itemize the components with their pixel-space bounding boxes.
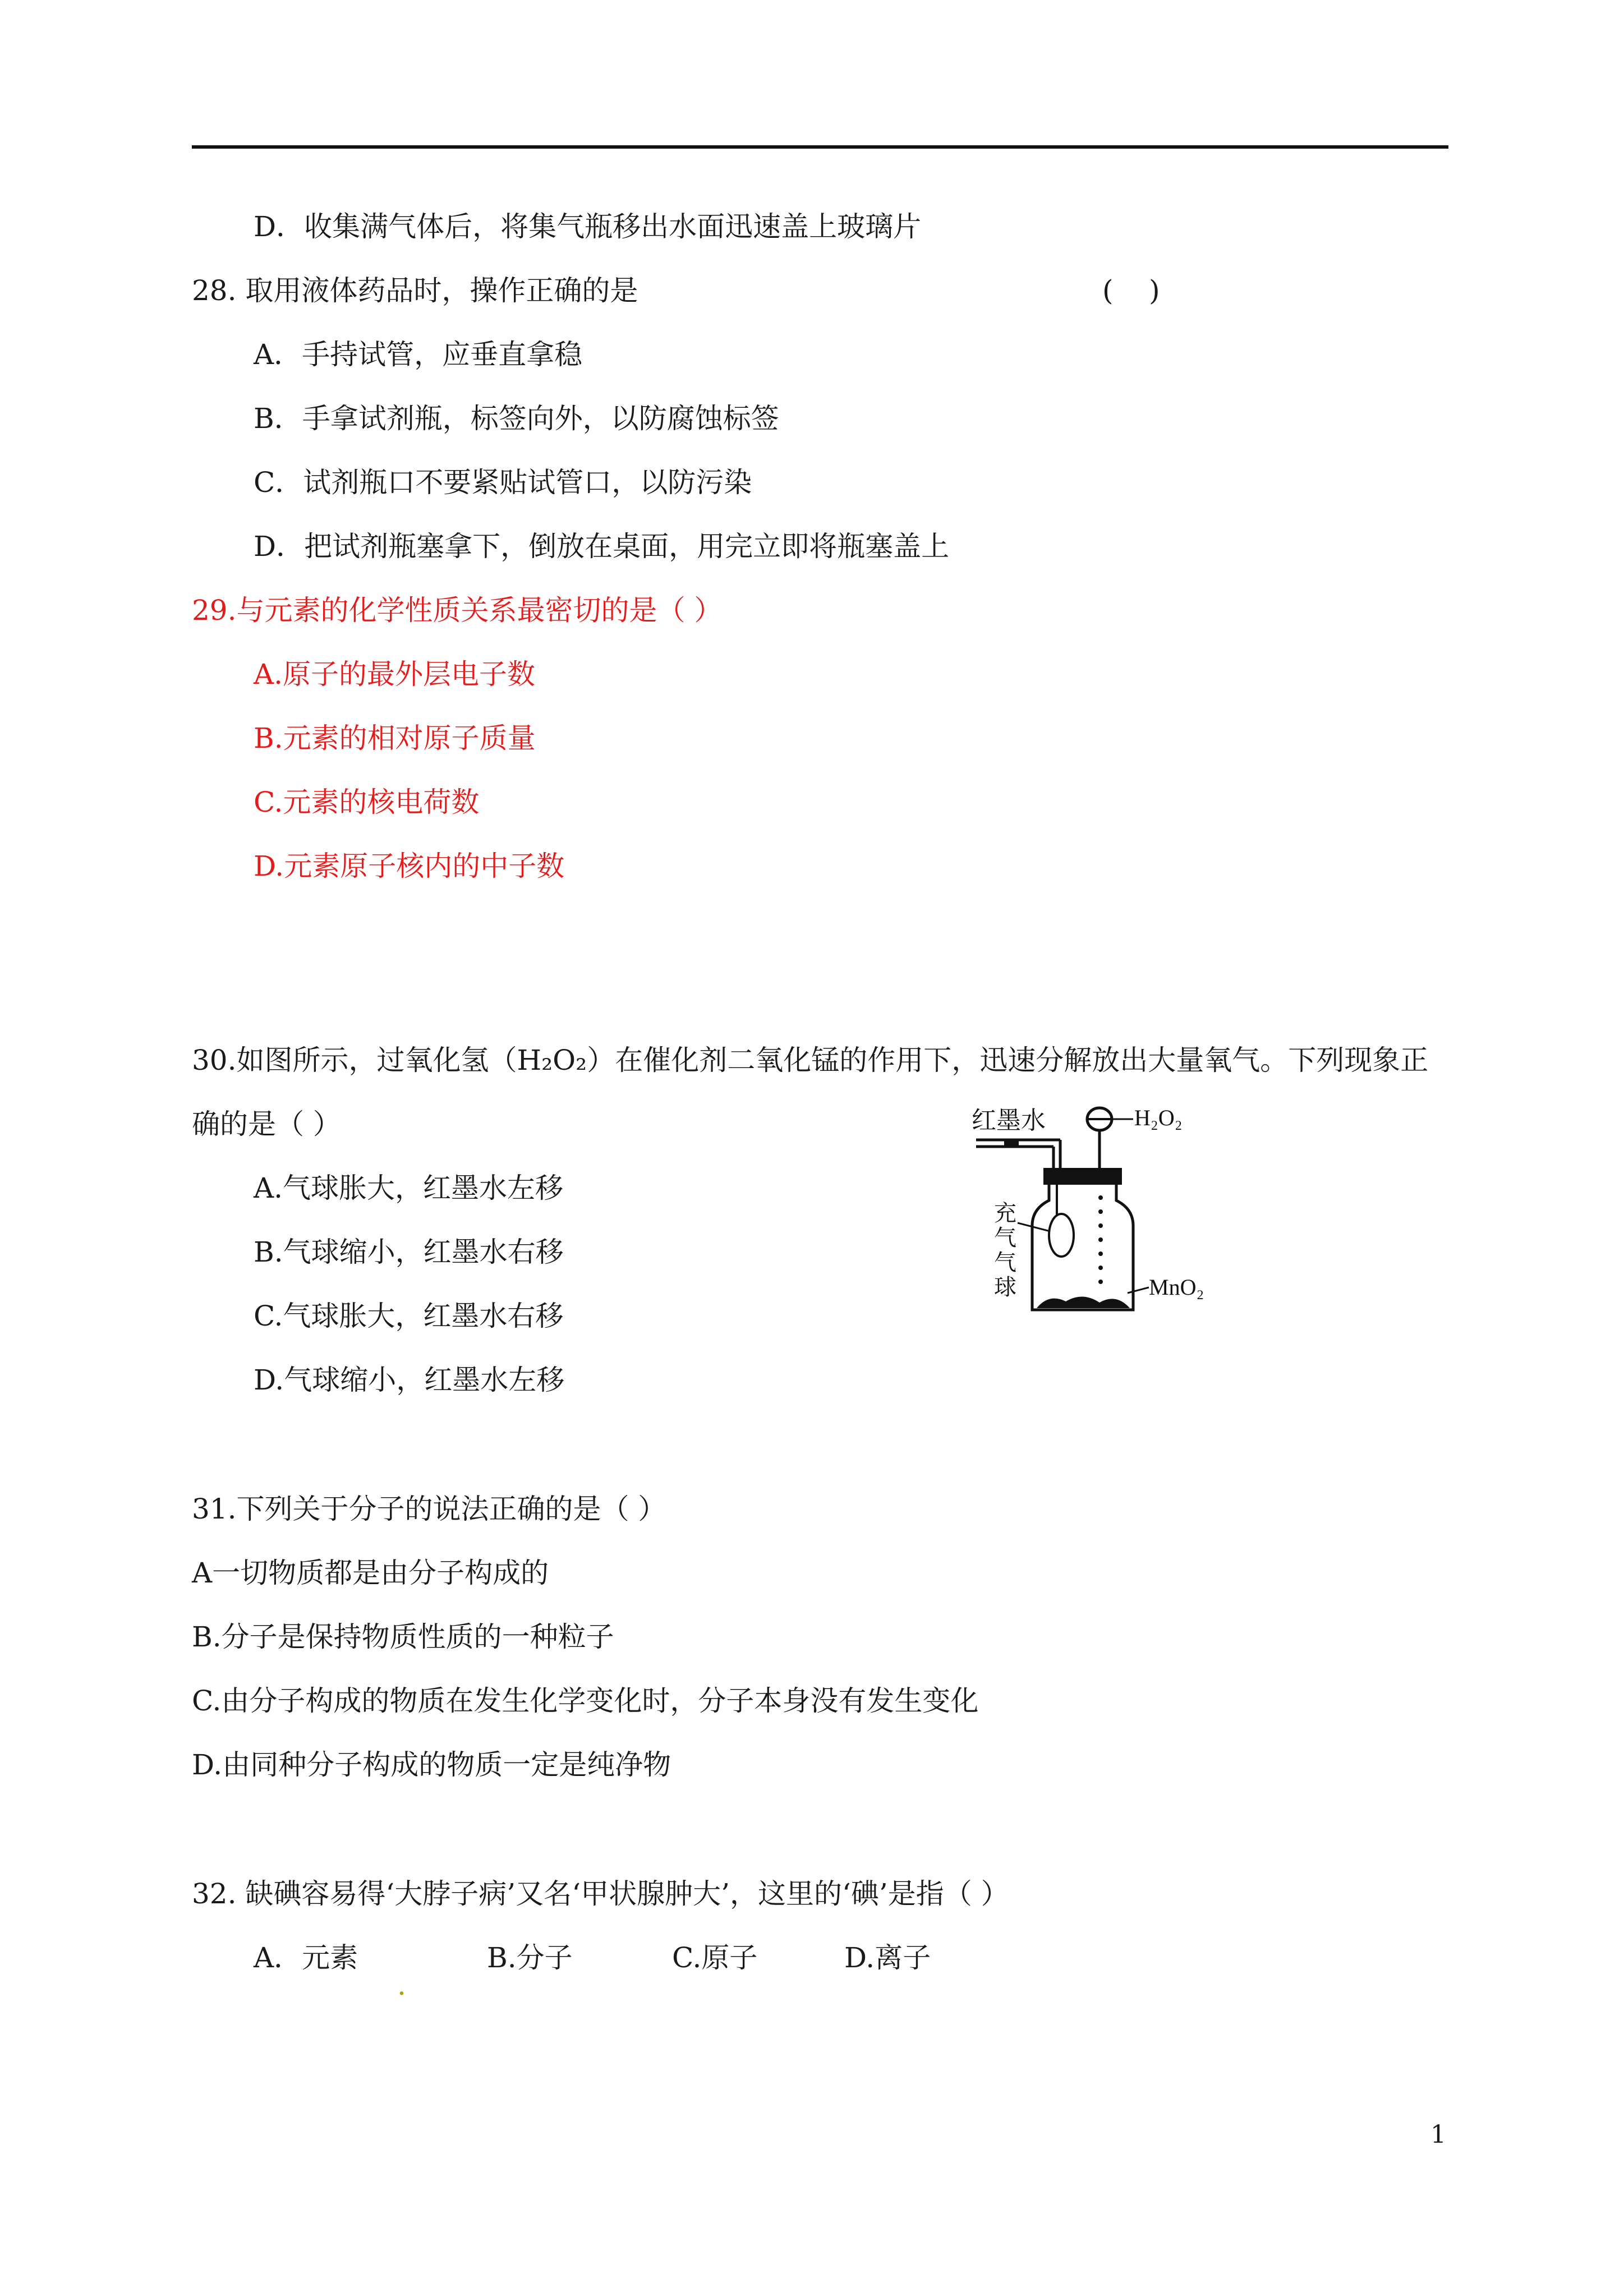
flask <box>1032 1185 1133 1310</box>
q31-stem: 31.下列关于分子的说法正确的是（ ） <box>192 1493 666 1525</box>
q29-option-c: C.元素的核电荷数 <box>254 786 480 818</box>
label-h2o2: H₂O₂ <box>1134 1105 1183 1130</box>
label-balloon-2: 气 <box>994 1225 1016 1250</box>
q30-option-d: D.气球缩小，红墨水左移 <box>254 1364 565 1396</box>
apparatus-figure <box>970 1088 1206 1324</box>
q31-option-b: B.分子是保持物质性质的一种粒子 <box>192 1621 614 1653</box>
q30-option-b: B.气球缩小，红墨水右移 <box>254 1236 564 1268</box>
label-mno2: MnO₂ <box>1149 1274 1204 1300</box>
label-red-ink: 红墨水 <box>972 1107 1046 1134</box>
q30-option-a: A.气球胀大，红墨水左移 <box>254 1172 564 1204</box>
mno2-powder <box>1037 1296 1130 1308</box>
header-rule <box>192 145 1448 149</box>
label-balloon-3: 气 <box>994 1250 1016 1275</box>
q30-option-c: C.气球胀大，红墨水右移 <box>254 1300 564 1332</box>
red-ink-drop <box>1004 1140 1019 1146</box>
q29-option-b: B.元素的相对原子质量 <box>254 722 536 754</box>
q28-stem: 28. 取用液体药品时，操作正确的是 <box>192 274 638 307</box>
q32-option-a: A．元素 <box>254 1941 358 1974</box>
q31-option-a: A一切物质都是由分子构成的 <box>192 1557 549 1589</box>
q32-option-b: B.分子 <box>487 1941 573 1974</box>
q29-stem: 29.与元素的化学性质关系最密切的是（ ） <box>192 594 723 627</box>
q28-option-a: A．手持试管，应垂直拿稳 <box>254 338 583 371</box>
stray-dot: . <box>397 1969 406 2001</box>
q27-option-d: D．收集满气体后，将集气瓶移出水面迅速盖上玻璃片 <box>254 210 922 243</box>
q32-option-c: C.原子 <box>672 1941 758 1974</box>
q32-option-d: D.离子 <box>844 1941 931 1974</box>
label-balloon-4: 球 <box>994 1274 1016 1300</box>
q30-stem-line1: 30.如图所示，过氧化氢（H₂O₂）在催化剂二氧化锰的作用下，迅速分解放出大量氧气。下列现象正 <box>192 1044 1429 1076</box>
q31-option-d: D.由同种分子构成的物质一定是纯净物 <box>192 1749 671 1781</box>
q28-option-b: B．手拿试剂瓶，标签向外，以防腐蚀标签 <box>254 402 779 435</box>
stopper <box>1043 1168 1122 1185</box>
label-balloon-1: 充 <box>994 1200 1016 1226</box>
page-number: 1 <box>1430 2120 1446 2149</box>
q28-option-c: C．试剂瓶口不要紧贴试管口，以防污染 <box>254 466 752 499</box>
q29-option-a: A.原子的最外层电子数 <box>254 658 536 691</box>
q28-answer-paren: ( ) <box>1102 274 1160 307</box>
q29-option-d: D.元素原子核内的中子数 <box>254 850 565 882</box>
q32-stem: 32. 缺碘容易得‘大脖子病’又名‘甲状腺肿大’，这里的‘碘’是指（ ） <box>192 1878 1009 1910</box>
q31-option-c: C.由分子构成的物质在发生化学变化时，分子本身没有发生变化 <box>192 1685 979 1717</box>
balloon <box>1049 1214 1074 1257</box>
q28-option-d: D．把试剂瓶塞拿下，倒放在桌面，用完立即将瓶塞盖上 <box>254 530 950 563</box>
q30-stem-line2: 确的是（ ） <box>192 1108 341 1140</box>
